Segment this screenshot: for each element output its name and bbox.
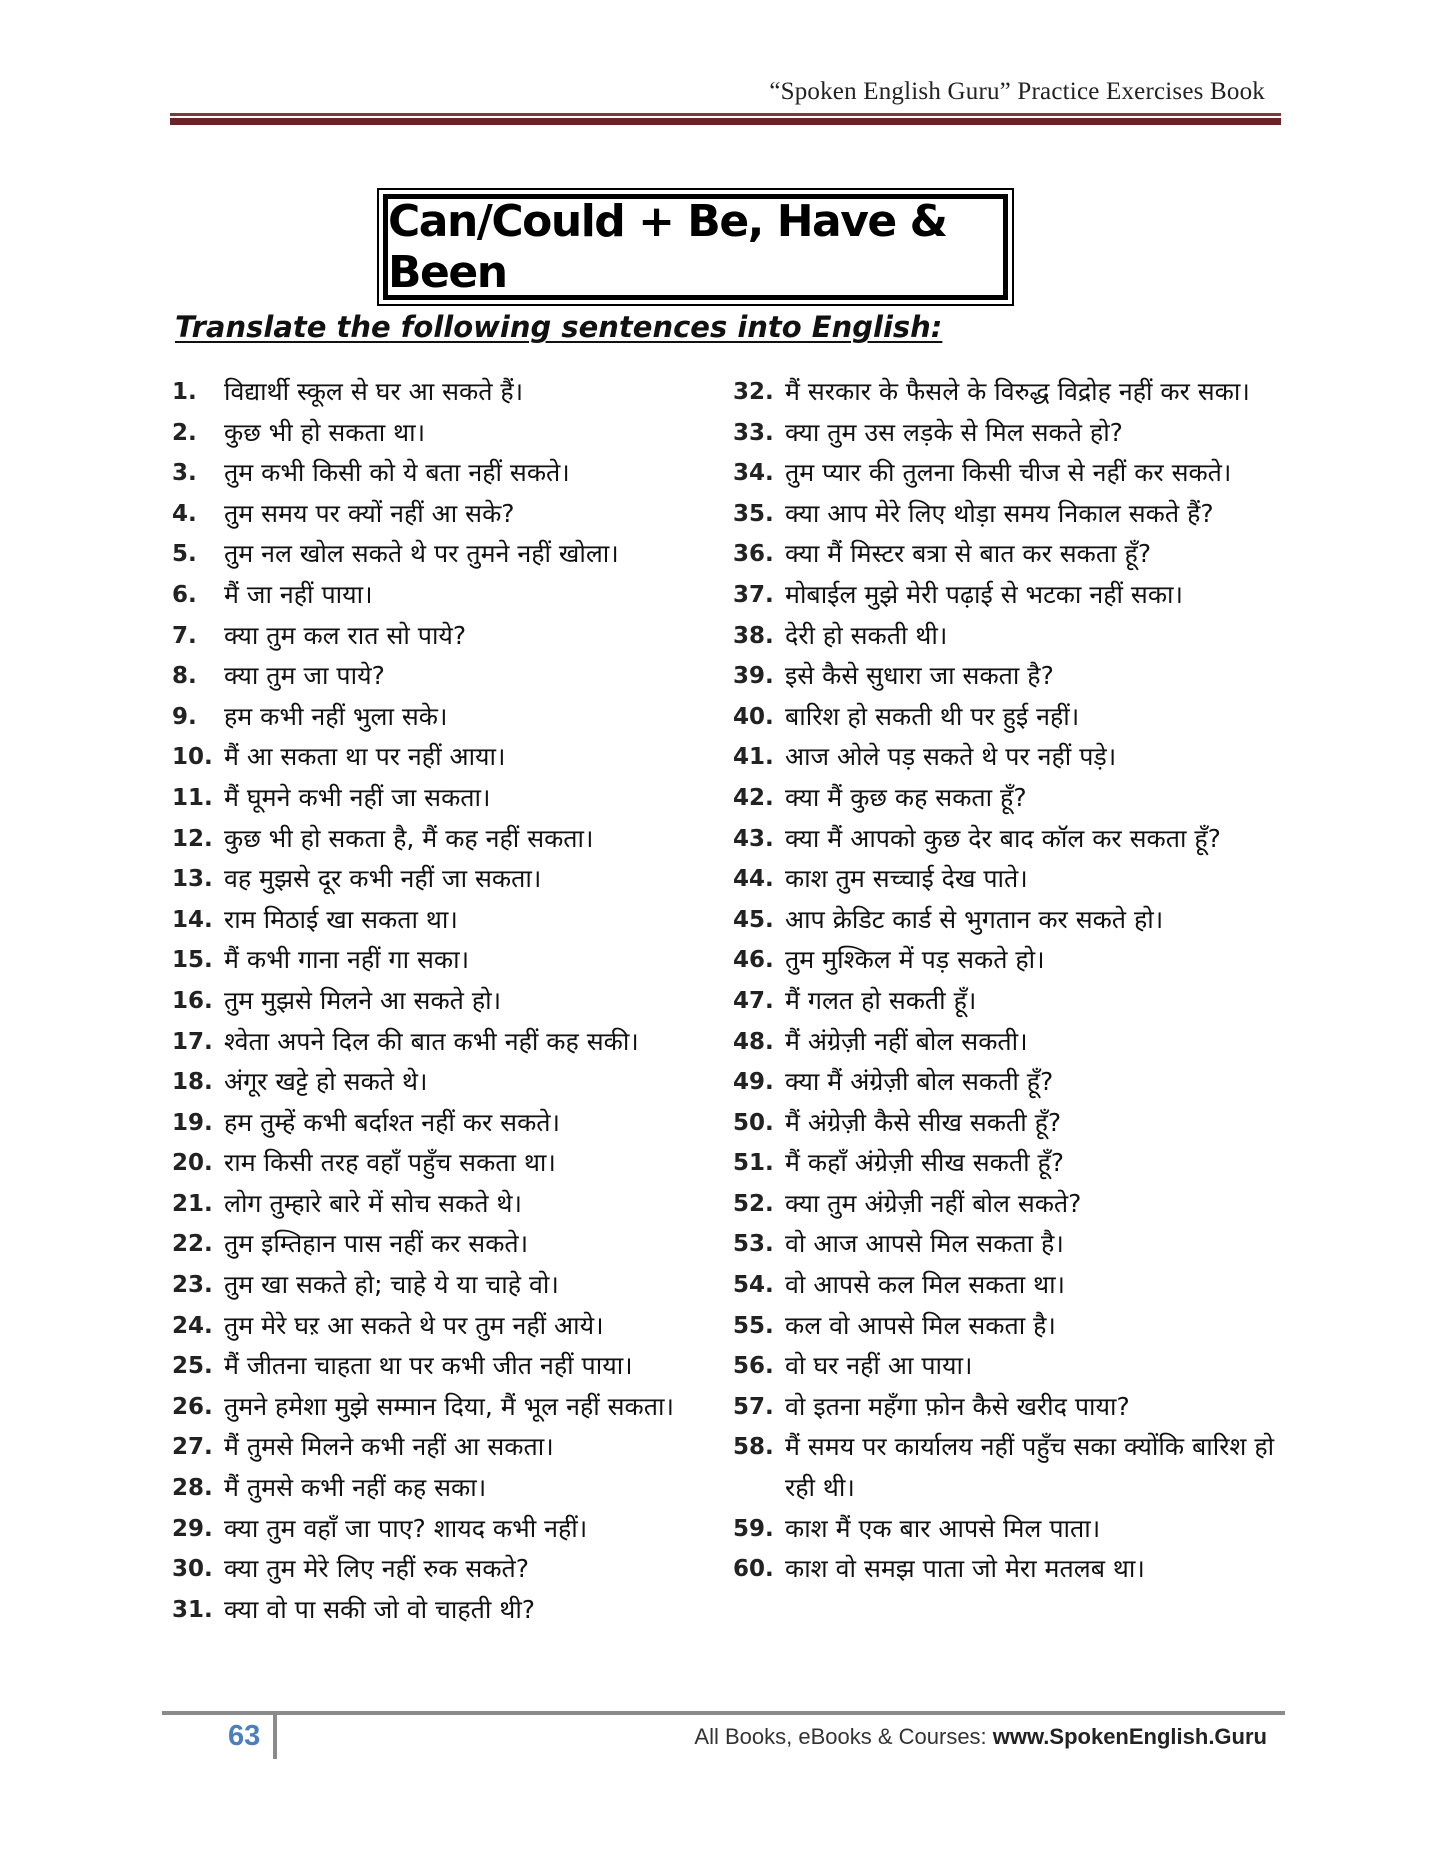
exercise-item <box>172 859 717 900</box>
item-number: 22. <box>172 1231 213 1258</box>
exercise-item <box>172 819 717 860</box>
item-text: इसे कैसे सुधारा जा सकता है? <box>785 661 1054 691</box>
item-text: तुम प्यार की तुलना किसी चीज से नहीं कर सकते। <box>785 458 1232 488</box>
item-text: तुम मेरे घऱ आ सकते थे पर तुम नहीं आये। <box>224 1310 604 1340</box>
item-number: 51. <box>733 1150 774 1177</box>
item-number: 54. <box>733 1272 774 1299</box>
exercise-item <box>733 819 1293 860</box>
exercise-item <box>733 1224 1293 1265</box>
item-number: 49. <box>733 1069 774 1096</box>
website-link[interactable]: www.SpokenEnglish.Guru <box>992 1724 1267 1749</box>
exercise-item <box>172 1306 717 1347</box>
item-number: 40. <box>733 703 774 730</box>
item-text: क्या मैं मिस्टर बत्रा से बात कर सकता हूँ? <box>785 539 1152 569</box>
exercise-item <box>172 1549 717 1590</box>
item-number: 55. <box>733 1312 774 1339</box>
item-text: वो इतना महँगा फ़ोन कैसे खरीद पाया? <box>785 1391 1130 1421</box>
item-text: हम तुम्हें कभी बर्दाश्त नहीं कर सकते। <box>224 1107 561 1137</box>
item-text: क्या मैं अंग्रेज़ी बोल सकती हूँ? <box>785 1067 1054 1097</box>
item-text: आज ओले पड़ सकते थे पर नहीं पड़े। <box>785 742 1117 772</box>
exercise-item <box>172 1224 717 1265</box>
item-number: 18. <box>172 1069 213 1096</box>
item-text: काश तुम सच्चाई देख पाते। <box>785 864 1028 894</box>
item-number: 12. <box>172 825 213 852</box>
item-number: 34. <box>733 460 774 487</box>
item-number: 23. <box>172 1272 213 1299</box>
item-text: मैं कभी गाना नहीं गा सका। <box>224 945 470 975</box>
item-text: बारिश हो सकती थी पर हुई नहीं। <box>785 701 1080 731</box>
item-text: मैं जीतना चाहता था पर कभी जीत नहीं पाया। <box>224 1351 633 1381</box>
item-text: कुछ भी हो सकता था। <box>224 417 426 447</box>
exercise-item <box>172 453 717 494</box>
item-number: 20. <box>172 1150 213 1177</box>
item-number: 11. <box>172 784 213 811</box>
item-number: 45. <box>733 906 774 933</box>
item-number: 25. <box>172 1353 213 1380</box>
exercise-item <box>733 1427 1293 1508</box>
item-number: 21. <box>172 1190 213 1217</box>
exercise-item <box>172 413 717 454</box>
exercise-item <box>733 1306 1293 1347</box>
exercise-item <box>733 1022 1293 1063</box>
item-text: क्या आप मेरे लिए थोड़ा समय निकाल सकते हैं? <box>785 498 1214 528</box>
exercise-item <box>733 575 1293 616</box>
exercise-item <box>733 1549 1293 1590</box>
item-text: क्या तुम वहाँ जा पाए? शायद कभी नहीं। <box>224 1513 588 1543</box>
item-text: क्या तुम कल रात सो पाये? <box>224 620 467 650</box>
item-number: 13. <box>172 866 213 893</box>
item-number: 43. <box>733 825 774 852</box>
exercise-list-right <box>733 372 1293 1590</box>
item-text: तुम कभी किसी को ये बता नहीं सकते। <box>224 458 570 488</box>
exercise-item <box>733 940 1293 981</box>
item-text: क्या तुम अंग्रेज़ी नहीं बोल सकते? <box>785 1188 1082 1218</box>
item-text: तुम नल खोल सकते थे पर तुमने नहीं खोला। <box>224 539 619 569</box>
item-text: तुम समय पर क्यों नहीं आ सके? <box>224 498 515 528</box>
item-number: 53. <box>733 1231 774 1258</box>
item-text: क्या तुम मेरे लिए नहीं रुक सकते? <box>224 1554 530 1584</box>
exercise-item <box>733 616 1293 657</box>
exercise-list-left <box>172 372 717 1630</box>
item-number: 29. <box>172 1515 213 1542</box>
item-text: मैं कहाँ अंग्रेज़ी सीख सकती हूँ? <box>785 1148 1065 1178</box>
item-number: 1. <box>172 379 197 405</box>
item-number: 16. <box>172 987 213 1014</box>
item-number: 36. <box>733 541 774 568</box>
exercise-item <box>733 1509 1293 1550</box>
exercise-item <box>172 534 717 575</box>
item-text: तुम इम्तिहान पास नहीं कर सकते। <box>224 1229 529 1259</box>
exercise-item <box>172 1387 717 1428</box>
item-text: मोबाईल मुझे मेरी पढ़ाई से भटका नहीं सका। <box>785 579 1183 609</box>
item-text: काश मैं एक बार आपसे मिल पाता। <box>785 1513 1101 1543</box>
item-text: राम मिठाई खा सकता था। <box>224 904 458 934</box>
item-text: हम कभी नहीं भुला सके। <box>224 701 448 731</box>
item-text: देरी हो सकती थी। <box>785 620 948 650</box>
exercise-item <box>733 413 1293 454</box>
exercise-item <box>733 656 1293 697</box>
item-number: 31. <box>172 1596 213 1623</box>
item-number: 32. <box>733 379 774 405</box>
item-text: क्या तुम जा पाये? <box>224 661 385 691</box>
item-text: कुछ भी हो सकता है, मैं कह नहीं सकता। <box>224 823 594 853</box>
exercise-item <box>172 1265 717 1306</box>
item-number: 15. <box>172 947 213 974</box>
exercise-item <box>172 1103 717 1144</box>
exercise-item <box>733 372 1293 413</box>
exercise-item <box>172 981 717 1022</box>
exercise-item <box>733 453 1293 494</box>
exercise-item <box>733 737 1293 778</box>
item-number: 2. <box>172 419 197 446</box>
item-number: 6. <box>172 581 197 608</box>
footer-prefix: All Books, eBooks & Courses: <box>694 1724 993 1749</box>
exercise-item <box>733 859 1293 900</box>
exercise-item <box>172 1022 717 1063</box>
exercise-item <box>172 575 717 616</box>
exercise-item <box>172 1590 717 1631</box>
exercise-item <box>733 1184 1293 1225</box>
item-text: काश वो समझ पाता जो मेरा मतलब था। <box>785 1554 1145 1584</box>
exercise-item <box>172 494 717 535</box>
item-text: राम किसी तरह वहाँ पहुँच सकता था। <box>224 1148 556 1178</box>
item-number: 10. <box>172 744 213 771</box>
exercise-item <box>733 534 1293 575</box>
item-text: तुम खा सकते हो; चाहे ये या चाहे वो। <box>224 1270 559 1300</box>
item-number: 37. <box>733 581 774 608</box>
item-text: मैं अंग्रेज़ी नहीं बोल सकती। <box>785 1026 1028 1056</box>
header-rule-thick <box>170 118 1281 125</box>
item-text: क्या वो पा सकी जो वो चाहती थी? <box>224 1594 536 1624</box>
exercise-item <box>172 656 717 697</box>
exercise-item <box>733 1103 1293 1144</box>
item-text: लोग तुम्हारे बारे में सोच सकते थे। <box>224 1188 522 1218</box>
item-text: मैं तुमसे कभी नहीं कह सका। <box>224 1473 487 1503</box>
item-number: 5. <box>172 541 197 568</box>
item-text: आप क्रेडिट कार्ड से भुगतान कर सकते हो। <box>785 904 1164 934</box>
item-number: 19. <box>172 1109 213 1136</box>
header-rule-thin <box>170 113 1281 116</box>
exercise-item <box>172 778 717 819</box>
chapter-title-box <box>377 188 1014 306</box>
item-text: मैं जा नहीं पाया। <box>224 579 373 609</box>
exercise-item <box>733 981 1293 1022</box>
exercise-item <box>172 1468 717 1509</box>
item-text: मैं अंग्रेज़ी कैसे सीख सकती हूँ? <box>785 1107 1062 1137</box>
exercise-item <box>172 372 717 413</box>
item-number: 38. <box>733 622 774 649</box>
exercise-item <box>733 1387 1293 1428</box>
exercise-item <box>733 1062 1293 1103</box>
exercise-item <box>172 900 717 941</box>
exercise-item <box>733 778 1293 819</box>
item-number: 42. <box>733 784 774 811</box>
item-text: अंगूर खट्टे हो सकते थे। <box>224 1067 428 1097</box>
item-text: तुमने हमेशा मुझे सम्मान दिया, मैं भूल नहीं सकता। <box>224 1391 674 1421</box>
item-number: 47. <box>733 987 774 1014</box>
footer-credit <box>694 1724 1267 1750</box>
exercise-item <box>733 1346 1293 1387</box>
item-text: मैं तुमसे मिलने कभी नहीं आ सकता। <box>224 1432 554 1462</box>
item-number: 39. <box>733 663 774 690</box>
exercise-item <box>172 737 717 778</box>
item-text: मैं गलत हो सकती हूँ। <box>785 985 977 1015</box>
item-number: 28. <box>172 1475 213 1502</box>
item-text: क्या तुम उस लड़के से मिल सकते हो? <box>785 417 1123 447</box>
item-number: 59. <box>733 1515 774 1542</box>
item-text: मैं समय पर कार्यालय नहीं पहुँच सका क्योंकि बारिश हो रही थी। <box>785 1432 1275 1503</box>
exercise-item <box>733 697 1293 738</box>
item-text: वो घर नहीं आ पाया। <box>785 1351 973 1381</box>
chapter-title: Can/Could + Be, Have & Been <box>388 196 947 298</box>
exercise-item <box>172 616 717 657</box>
item-text: वह मुझसे दूर कभी नहीं जा सकता। <box>224 864 542 894</box>
exercise-item <box>172 1184 717 1225</box>
exercise-item <box>172 1062 717 1103</box>
item-number: 33. <box>733 419 774 446</box>
item-text: मैं घूमने कभी नहीं जा सकता। <box>224 782 491 812</box>
item-number: 41. <box>733 744 774 771</box>
item-number: 50. <box>733 1109 774 1136</box>
exercise-item <box>172 940 717 981</box>
exercise-item <box>172 1427 717 1468</box>
exercise-item <box>733 1143 1293 1184</box>
exercise-item <box>172 1509 717 1550</box>
item-text: क्या मैं कुछ कह सकता हूँ? <box>785 782 1027 812</box>
item-text: कल वो आपसे मिल सकता है। <box>785 1310 1056 1340</box>
item-number: 30. <box>172 1556 213 1583</box>
item-number: 7. <box>172 622 197 649</box>
chapter-title-inner-border <box>383 194 1008 300</box>
page-number: 63 <box>228 1720 261 1752</box>
exercise-item <box>733 1265 1293 1306</box>
item-number: 4. <box>172 500 197 527</box>
item-number: 35. <box>733 500 774 527</box>
item-text: क्या मैं आपको कुछ देर बाद कॉल कर सकता हूँ? <box>785 823 1221 853</box>
item-text: वो आज आपसे मिल सकता है। <box>785 1229 1064 1259</box>
item-number: 14. <box>172 906 213 933</box>
exercise-item <box>172 1143 717 1184</box>
item-text: तुम मुश्किल में पड़ सकते हो। <box>785 945 1045 975</box>
item-number: 26. <box>172 1393 213 1420</box>
item-number: 56. <box>733 1353 774 1380</box>
item-number: 52. <box>733 1190 774 1217</box>
item-number: 58. <box>733 1434 774 1461</box>
exercise-instruction: Translate the following sentences into English: <box>175 310 943 344</box>
exercise-item <box>733 494 1293 535</box>
item-text: विद्यार्थी स्कूल से घर आ सकते हैं। <box>224 377 524 406</box>
footer-divider <box>273 1711 277 1759</box>
item-number: 57. <box>733 1393 774 1420</box>
footer-rule <box>162 1711 1285 1715</box>
book-title: “Spoken English Guru” Practice Exercises Book <box>769 78 1265 105</box>
item-number: 9. <box>172 703 197 730</box>
item-number: 46. <box>733 947 774 974</box>
item-text: तुम मुझसे मिलने आ सकते हो। <box>224 985 502 1015</box>
item-text: वो आपसे कल मिल सकता था। <box>785 1270 1066 1300</box>
exercise-item <box>172 1346 717 1387</box>
item-number: 44. <box>733 866 774 893</box>
item-number: 8. <box>172 663 197 690</box>
item-number: 60. <box>733 1556 774 1583</box>
item-text: श्वेता अपने दिल की बात कभी नहीं कह सकी। <box>224 1026 639 1056</box>
item-number: 27. <box>172 1434 213 1461</box>
item-text: मैं सरकार के फैसले के विरुद्ध विद्रोह नहीं कर सका। <box>785 377 1250 406</box>
item-number: 48. <box>733 1028 774 1055</box>
exercise-item <box>172 697 717 738</box>
item-number: 24. <box>172 1312 213 1339</box>
item-text: मैं आ सकता था पर नहीं आया। <box>224 742 506 772</box>
item-number: 3. <box>172 460 197 487</box>
exercise-item <box>733 900 1293 941</box>
item-number: 17. <box>172 1028 213 1055</box>
